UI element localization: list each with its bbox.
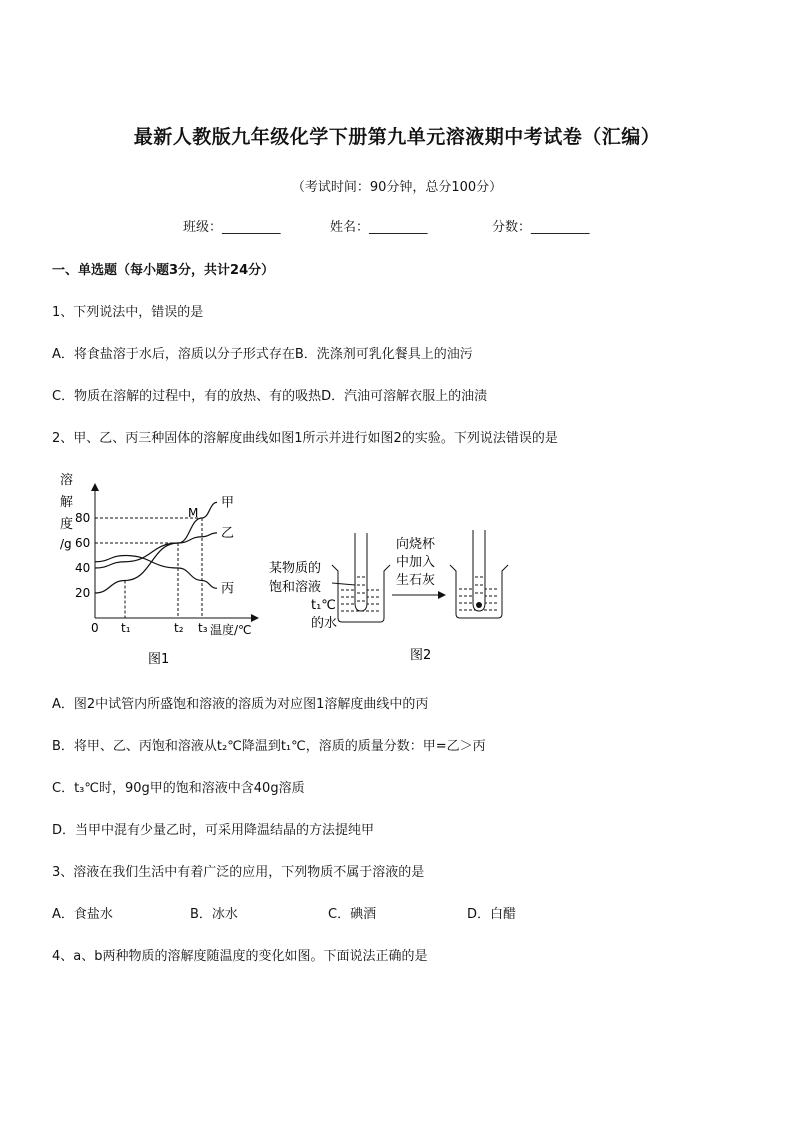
question-3-option-d: D．白醋 [467,907,517,922]
question-2-option-c: C．t₃℃时，90g甲的饱和溶液中含40g溶质 [52,781,305,796]
question-3-stem: 3、溶液在我们生活中有着广泛的应用，下列物质不属于溶液的是 [52,865,425,880]
y-tick-label-80: 80 [75,511,91,525]
guide-lines [95,518,202,618]
x-tick-label-1: t₁ [121,621,131,635]
left-beaker [332,533,390,622]
question-1-stem: 1、下列说法中，错误的是 [52,305,204,320]
series-label-2: 丙 [221,581,235,597]
water-label-line-2: 的水 [311,616,338,631]
chart-series [95,495,234,596]
y-label-char-2: 解 [60,495,74,510]
score-field[interactable]: 分数：_________ [492,220,590,235]
y-ticks [75,511,90,600]
question-2-stem: 2、甲、乙、丙三种固体的溶解度曲线如图1所示并进行如图2的实验。下列说法错误的是 [52,431,558,446]
x-axis-label: 温度/℃ [210,623,252,637]
series-label-1: 乙 [221,525,235,541]
question-4-stem: 4、a、b两种物质的溶解度随温度的变化如图。下面说法正确的是 [52,949,428,964]
y-unit: /g [60,537,72,551]
y-label-char-1: 溶 [60,473,74,488]
x-tick-label-3: t₃ [198,621,208,635]
section-heading: 一、单选题（每小题3分，共计24分） [52,263,275,278]
series-line-2 [95,556,217,589]
point-m-label: M [188,506,199,520]
series-line-1 [95,533,217,568]
right-beaker [450,530,508,618]
name-field[interactable]: 姓名：_________ [330,220,428,235]
figure-2-caption: 图2 [410,648,432,663]
x-ticks [91,621,208,635]
y-label-char-3: 度 [60,517,74,532]
figure-1-caption: 图1 [148,652,170,667]
water-label-line-1: t₁℃ [311,598,336,613]
y-tick-label-60: 60 [75,536,91,550]
question-3-option-a: A．食盐水 [52,907,113,922]
series-label-0: 甲 [221,495,235,511]
question-3-option-b: B．冰水 [190,907,238,922]
question-3-option-c: C．碘酒 [328,907,377,922]
x-tick-label-2: t₂ [174,621,184,635]
arrow-label-line-3: 生石灰 [396,573,436,588]
figure-2-diagram [262,525,522,665]
arrow-label-line-2: 中加入 [396,555,436,570]
page-title: 最新人教版九年级化学下册第九单元溶液期中考试卷（汇编） [133,126,661,148]
class-field[interactable]: 班级：_________ [183,220,281,235]
x-tick-label-0: 0 [91,621,99,635]
y-tick-label-20: 20 [75,586,91,600]
question-1-options-ab: A．将食盐溶于水后，溶质以分子形式存在B．洗涤剂可乳化餐具上的油污 [52,347,473,362]
question-2-option-b: B．将甲、乙、丙饱和溶液从t₂℃降温到t₁℃，溶质的质量分数：甲=乙＞丙 [52,739,486,754]
y-tick-label-40: 40 [75,561,91,575]
left-label-line-2: 饱和溶液 [269,580,322,595]
question-2-option-a: A．图2中试管内所盛饱和溶液的溶质为对应图1溶解度曲线中的丙 [52,697,429,712]
question-1-options-cd: C．物质在溶解的过程中，有的放热、有的吸热D．汽油可溶解衣服上的油渍 [52,389,488,404]
left-label-line-1: 某物质的 [269,561,322,576]
figure-1-chart [50,468,280,668]
series-line-0 [95,502,217,593]
exam-info: （考试时间：90分钟，总分100分） [291,180,503,195]
precipitate [476,602,482,608]
arrow-label-line-1: 向烧杯 [396,537,436,552]
question-2-option-d: D．当甲中混有少量乙时，可采用降温结晶的方法提纯甲 [52,823,375,838]
